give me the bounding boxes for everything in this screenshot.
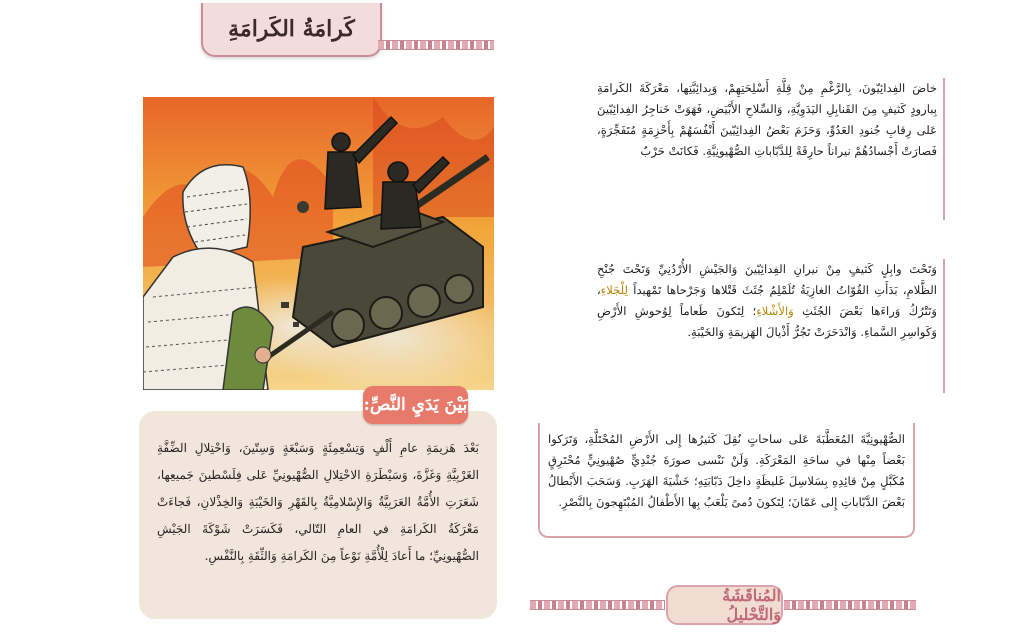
before-text-box bbox=[139, 411, 497, 619]
title-decorative-band bbox=[378, 40, 494, 50]
paragraph-2-text-a: وَتَحْتَ وابِلٍ كَثيفٍ مِنْ نيرانِ الفِدائِيّينَ وَالجَيْشِ الأُرْدُنِيِّ وَتَحْتَ جُنْحِ الظَّلامِ، بَدَأَتِ القُوّاتُ الغازِيَةُ تُلَمْلِمُ جُثَثَ قَتْلاها وَجَرْحاها تَمْهيداً bbox=[597, 262, 937, 297]
paragraph-2-text-b: ، وَتَتْرُكُ وَراءَها بَعْضَ الجُثَثِ bbox=[597, 283, 937, 318]
battle-illustration bbox=[143, 97, 494, 390]
discussion-decorative-band-right bbox=[784, 600, 916, 610]
paragraph-2-text-c: ؛ لِتَكونَ طَعاماً لِوُحوشِ الأَرْضِ وَكَواسِرِ السَّماءِ. وَانْدَحَرَتْ تَجُرُّ أَذْيالَ الهَزيمَةِ وَالخَيْبَةِ. bbox=[597, 304, 937, 339]
lesson-title-tab bbox=[201, 3, 382, 57]
paragraph-3-text: الصُّهْيونِيَّةَ المُعَطَّبَةَ عَلى ساحاتٍ نُقِلَ كَثيرُها إِلى الأَرْضِ المُحْتَلَّةِ، وَتَرَكوا بَعْضاً مِنْها في ساحَةِ المَعْرَكَةِ. وَلَنْ نَنْسى صورَةَ جُنْدِيٍّ صُهْيونِيٍّ مُحْتَرِقٍ مُكَبَّلٍ مِنْ قائِدِهِ بِسَلاسِلَ غَليظَةٍ داخِلَ دَبّابَتِهِ؛ خَشْيَةَ الهَرَبِ. وَسَحَبَ الأَبْطالُ بَعْضَ الدَّبّاباتِ إِلى عَمّانَ؛ لِتَكونَ دُمىً يَلْعَبُ بِها الأَطْفالُ المُبْتَهِجونَ بِالنَّصْرِ. bbox=[548, 432, 905, 509]
highlighted-word-ashlaa: وَالأَشْلاءِ bbox=[756, 304, 794, 318]
discussion-decorative-band-left bbox=[530, 600, 665, 610]
story-paragraph-3 bbox=[538, 423, 915, 538]
lesson-title: كَرامَةُ الكَرامَةِ bbox=[228, 16, 355, 42]
story-paragraph-1 bbox=[593, 78, 945, 220]
before-text-heading: بَيْنَ يَدَيِ النَّصِّ: bbox=[363, 395, 468, 415]
before-text-body: بَعْدَ هَزيمَةِ عامِ أَلْفٍ وَتِسْعِمِئَةٍ وَسَبْعَةٍ وَسِتّينَ، وَاحْتِلالِ الضِّفَّةِ الغَرْبِيَّةِ وَغَزَّةَ، وَسَيْطَرَةِ الاحْتِلالِ الصُّهْيونِيِّ عَلى فِلَسْطينَ جَميعِها، شَعَرَتِ الأُمَّةُ العَرَبِيَّةُ وَالإِسْلامِيَّةُ بِالقَهْرِ وَالخَيْبَةِ وَالخِذْلانِ، فَجاءَتْ مَعْرَكَةُ الكَرامَةِ في العامِ التّالي، فَكَسَرَتْ شَوْكَةَ الجَيْشِ الصُّهْيونِيِّ؛ ما أَعادَ لِلْأُمَّةِ نَوْعاً مِنَ الكَرامَةِ وَالثِّقَةِ بِالنَّفْسِ. bbox=[157, 441, 479, 563]
discussion-badge bbox=[666, 585, 783, 625]
story-paragraph-2 bbox=[593, 259, 945, 393]
discussion-heading: المُناقَشَةُ وَالتَّحْليلُ bbox=[722, 586, 781, 624]
battle-illustration-svg bbox=[143, 97, 494, 390]
highlighted-word-jalaa: لِلْجَلاءِ bbox=[600, 283, 628, 297]
before-text-badge bbox=[363, 386, 468, 424]
paragraph-1-text: خاضَ الفِدائِيّونَ، بِالرَّغْمِ مِنْ قِلَّةِ أَسْلِحَتِهِمْ، وَبِدائِيَّتِها، مَعْرَكَةَ الكَرامَةِ بِبارودٍ كَثيفٍ مِنَ القَنابِلِ اليَدَوِيَّةِ، وَالسِّلاحِ الأَبْيَضِ، فَهَوَتْ خَناجِرُ الفِدائِيّينَ عَلى رِقابِ جُنودِ العَدُوِّ، وَحَزَمَ بَعْضُ الفِدائِيّينَ أَنْفُسَهُمْ بِأَحْزِمَةٍ مُتَفَجِّرَةٍ، فَصارَتْ أَجْسادُهُمْ نيراناً حارِقَةً لِلدَّبّاباتِ الصُّهْيونِيَّةِ. فَكانَتْ حَرْبٌ bbox=[597, 81, 937, 158]
